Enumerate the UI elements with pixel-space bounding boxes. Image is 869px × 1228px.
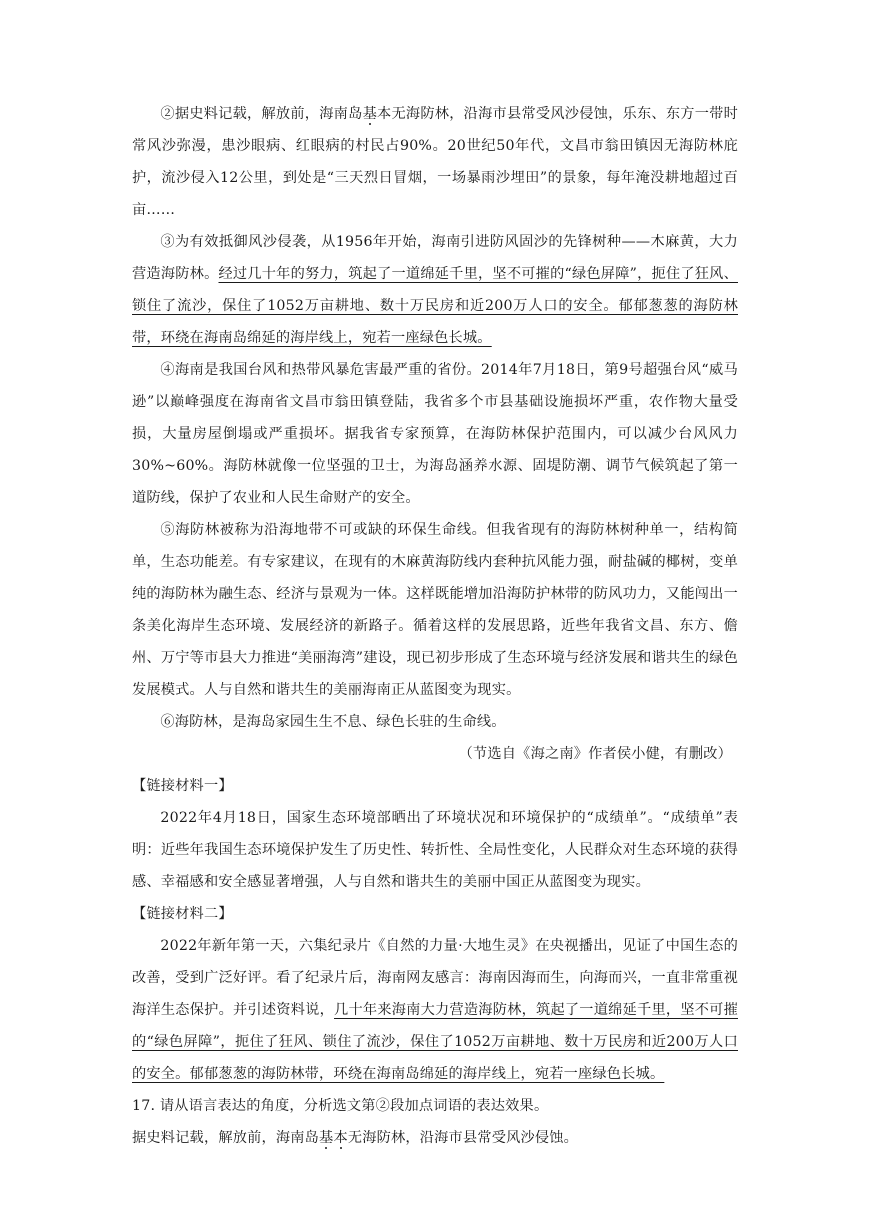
- question-17-quote: [132, 1122, 738, 1154]
- paragraph-4: ④海南是我国台风和热带风暴危害最严重的省份。2014年7月18日，第9号超强台风“威马逊”以巅峰强度在海南省文昌市翁田镇登陆，我省多个市县基础设施损坏严重，农作物大量受损，大量房屋倒塌或严重损坏。据我省专家预算，在海防林保护范围内，可以减少台风风力30%~60%。海防林就像一位坚强的卫士，为海岛涵养水源、固堤防潮、调节气候筑起了第一道防线，保护了农业和人民生命财产的安全。: [132, 362, 738, 506]
- text-run: 无海防林，沿海市县常受风沙侵蚀。: [347, 1130, 579, 1146]
- emphasis-dot-char: 本: [333, 1130, 348, 1146]
- link-material-2-label: 【链接材料二】: [132, 906, 233, 922]
- text-run: ②据史料记载，解放前，海南岛: [160, 106, 363, 122]
- underlined-sentence: 经过几十年的努力，筑起了一道绵延千里，坚不可摧的“绿色屏障”，扼住了狂风、锁住了流沙，保住了1052万亩耕地、数十万民房和近200万人口的安全。郁郁葱葱的海防林带，环绕在海南岛绵延的海岸线上，宛若一座绿色长城。: [132, 266, 738, 346]
- paragraph-5: ⑤海防林被称为沿海地带不可或缺的环保生命线。但我省现有的海防林树种单一，结构简单，生态功能差。有专家建议，在现有的木麻黄海防线内套种抗风能力强，耐盐碱的椰树，变单纯的海防林为融生态、经济与景观为一体。这样既能增加沿海防护林带的防风功力，又能闯出一条美化海岸生态环境、发展经济的新路子。循着这样的发展思路，近些年我省文昌、东方、儋州、万宁等市县大力推进“美丽海湾”建设，现已初步形成了生态环境与经济发展和谐共生的绿色发展模式。人与自然和谐共生的美丽海南正从蓝图变为现实。: [132, 522, 738, 698]
- paragraph-3: [132, 226, 738, 354]
- question-17: 17. 请从语言表达的角度，分析选文第②段加点词语的表达效果。: [132, 1098, 549, 1114]
- text-run: ③为有效抵御风沙侵袭，从1956年开始，海南引进防风固沙的先锋树种——木麻黄，大力营造海防林。: [132, 234, 738, 282]
- link-material-1-label: 【链接材料一】: [132, 778, 233, 794]
- paragraph-6: ⑥海防林，是海岛家园生生不息、绿色长驻的生命线。: [160, 714, 506, 730]
- emphasis-dot-char: 基: [362, 106, 378, 122]
- underlined-sentence: 几十年来海南大力营造海防林，筑起了一道绵延千里，坚不可摧的“绿色屏障”，扼住了狂风、锁住了流沙，保住了1052万亩耕地、数十万民房和近200万人口的安全。郁郁葱葱的海防林带，环绕在海南岛绵延的海岸线上，宛若一座绿色长城。: [132, 1002, 738, 1082]
- link-material-1-text: 2022年4月18日，国家生态环境部晒出了环境状况和环境保护的“成绩单”。“成绩单”表明：近些年我国生态环境保护发生了历史性、转折性、全局性变化，人民群众对生态环境的获得感、幸福感和安全感显著增强，人与自然和谐共生的美丽中国正从蓝图变为现实。: [132, 810, 738, 890]
- text-run: 本无海防林，沿海市县常受风沙侵蚀，乐东、东方一带时常风沙弥漫，患沙眼病、红眼病的村民占90%。20世纪50年代，文昌市翁田镇因无海防林庇护，流沙侵入12公里，到处是“三天烈日冒烟，一场暴雨沙埋田”的景象，每年淹没耕地超过百亩……: [132, 106, 738, 218]
- paragraph-2: [132, 98, 738, 226]
- text-run: 2022年新年第一天，六集纪录片《自然的力量·大地生灵》在央视播出，见证了中国生态的改善，受到广泛好评。看了纪录片后，海南网友感言：海南因海而生，向海而兴，一直非常重视海洋生态保护。并引述资料说，: [132, 938, 738, 1018]
- link-material-2-text: [132, 930, 738, 1090]
- source-citation: （节选自《海之南》作者侯小健，有删改）: [458, 746, 732, 762]
- text-run: 据史料记载，解放前，海南岛: [132, 1130, 320, 1146]
- emphasis-dot-char: 基: [319, 1130, 334, 1146]
- document-body: [132, 98, 738, 1154]
